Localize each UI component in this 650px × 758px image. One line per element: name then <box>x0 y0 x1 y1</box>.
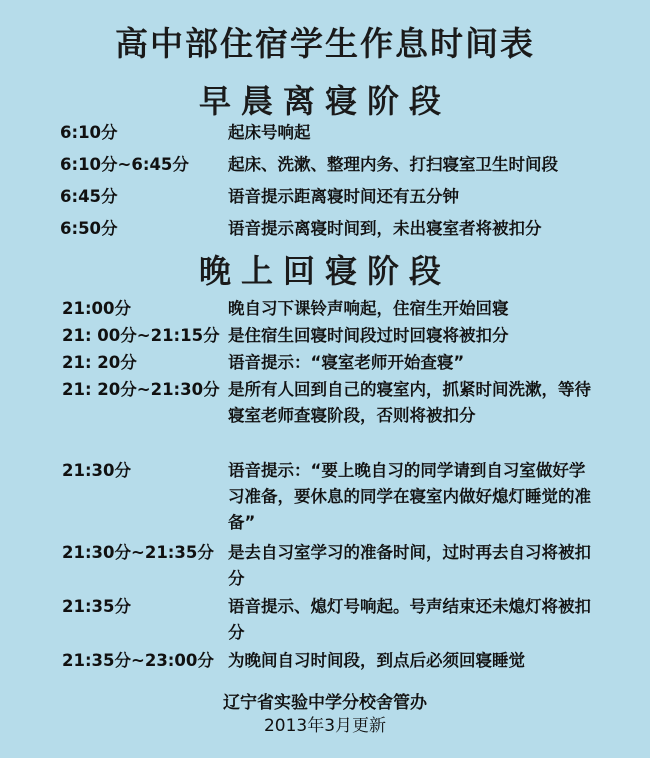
row-desc: 为晚间自习时间段，到点后必须回寝睡觉 <box>228 651 525 670</box>
row-time: 21:35分 <box>62 597 132 616</box>
row-time: 21: 20分 <box>62 353 137 372</box>
row-time: 21:00分 <box>62 299 132 318</box>
row-time: 6:50分 <box>60 219 118 238</box>
page-title: 高中部住宿学生作息时间表 <box>115 24 535 63</box>
row-time: 21: 20分~21:30分 <box>62 380 220 399</box>
row-time: 21:35分~23:00分 <box>62 651 214 670</box>
row-desc: 晚自习下课铃声响起，住宿生开始回寝 <box>228 299 509 318</box>
section-heading-morning: 早晨离寝阶段 <box>198 82 451 120</box>
row-desc: 起床、洗漱、整理内务、打扫寝室卫生时间段 <box>228 155 558 174</box>
row-time: 21:30分 <box>62 461 132 480</box>
row-desc: 语音提示：“要上晚自习的同学请到自习室做好学习准备，要休息的同学在寝室内做好熄灯睡觉的准备” <box>228 461 591 532</box>
row-time: 6:10分~6:45分 <box>60 155 189 174</box>
row-desc: 语音提示、熄灯号响起。号声结束还未熄灯将被扣分 <box>228 597 591 642</box>
footer-org: 辽宁省实验中学分校舍管办 <box>223 693 427 713</box>
row-time: 21:30分~21:35分 <box>62 543 214 562</box>
row-time: 6:45分 <box>60 187 118 206</box>
row-desc: 语音提示离寝时间到，未出寝室者将被扣分 <box>228 219 542 238</box>
footer-updated: 2013年3月更新 <box>263 716 387 736</box>
section-heading-evening: 晚上回寝阶段 <box>198 252 451 290</box>
row-desc: 是去自习室学习的准备时间，过时再去自习将被扣分 <box>228 543 591 588</box>
row-desc: 语音提示：“寝室老师开始查寝” <box>228 353 465 372</box>
row-desc: 是所有人回到自己的寝室内，抓紧时间洗漱，等待寝室老师查寝阶段，否则将被扣分 <box>228 380 591 425</box>
row-time: 6:10分 <box>60 123 118 142</box>
row-desc: 是住宿生回寝时间段过时回寝将被扣分 <box>228 326 509 345</box>
row-time: 21: 00分~21:15分 <box>62 326 220 345</box>
row-desc: 起床号响起 <box>228 123 311 142</box>
row-desc: 语音提示距离寝时间还有五分钟 <box>228 187 459 206</box>
